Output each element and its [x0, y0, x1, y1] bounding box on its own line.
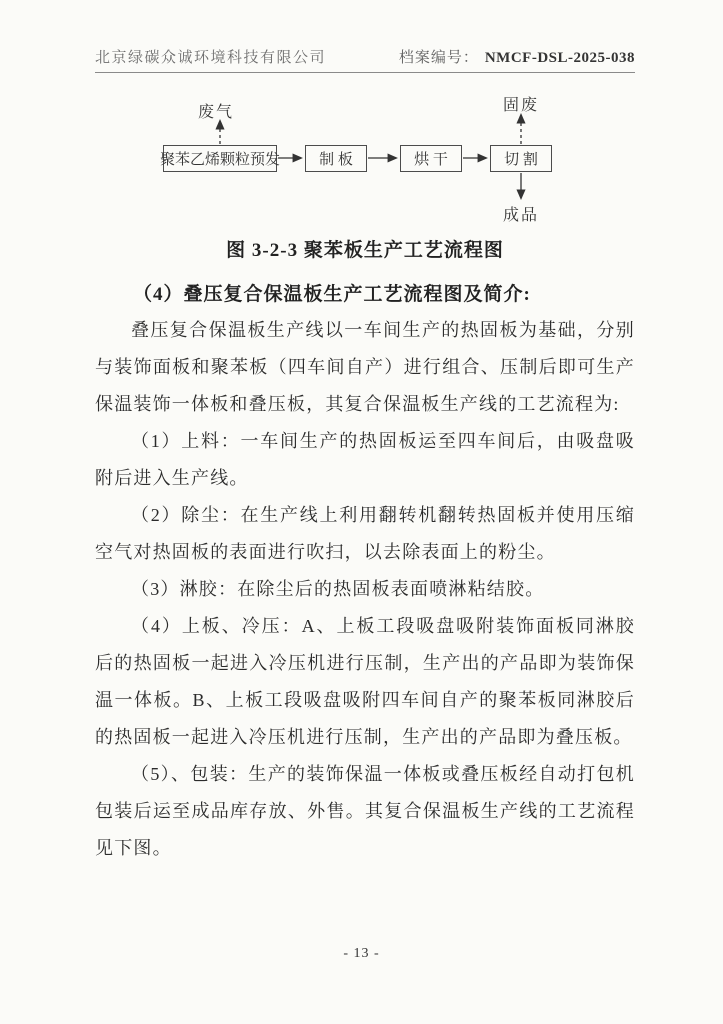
finished-product-label: 成品: [503, 207, 540, 224]
paragraph-step-2: （2）除尘：在生产线上利用翻转机翻转热固板并使用压缩空气对热固板的表面进行吹扫，以去除表面上的粉尘。: [95, 505, 635, 562]
process-flowchart: [95, 87, 635, 227]
page-header: [95, 46, 635, 73]
paragraph-step-3: （3）淋胶：在除尘后的热固板表面喷淋粘结胶。: [131, 579, 545, 599]
body-text: [95, 312, 635, 867]
flow-box-drying: 烘 干: [400, 145, 462, 172]
flow-box-board-making: 制 板: [305, 145, 367, 172]
flow-arrows: [95, 87, 635, 227]
paragraph-intro: 叠压复合保温板生产线以一车间生产的热固板为基础，分别与装饰面板和聚苯板（四车间自产）进行组合、压制后即可生产保温装饰一体板和叠压板，其复合保温板生产线的工艺流程为:: [95, 320, 635, 414]
paragraph-step-1: （1）上料：一车间生产的热固板运至四车间后，由吸盘吸附后进入生产线。: [95, 431, 635, 488]
doc-number-label: 档案编号：: [398, 50, 479, 66]
paragraph-step-5: （5）、包装：生产的装饰保温一体板或叠压板经自动打包机包装后运至成品库存放、外售。其复合保温板生产线的工艺流程见下图。: [95, 764, 635, 858]
solid-waste-label: 固废: [503, 97, 540, 114]
section-heading: （4）叠压复合保温板生产工艺流程图及简介:: [133, 284, 531, 305]
header-doc-number: [399, 46, 635, 67]
paragraph-step-4: （4）上板、冷压：A、上板工段吸盘吸附装饰面板同淋胶后的热固板一起进入冷压机进行压制，生产出的产品即为装饰保温一体板。B、上板工段吸盘吸附四车间自产的聚苯板同淋胶后的热固板一起进入冷压机进行压制，生产出的产品即为叠压板。: [95, 616, 635, 747]
page-footer: [0, 946, 723, 962]
doc-number-value: NMCF-DSL-2025-038: [484, 50, 635, 66]
page-number: - 13 -: [343, 946, 380, 961]
header-company-name: 北京绿碳众诚环境科技有限公司: [95, 50, 327, 66]
flow-box-cutting: 切 割: [490, 145, 552, 172]
figure-caption: 图 3-2-3 聚苯板生产工艺流程图: [226, 240, 504, 261]
waste-gas-label: 废气: [198, 104, 235, 121]
flow-box-pre-expansion: 聚苯乙烯颗粒预发: [163, 145, 277, 172]
